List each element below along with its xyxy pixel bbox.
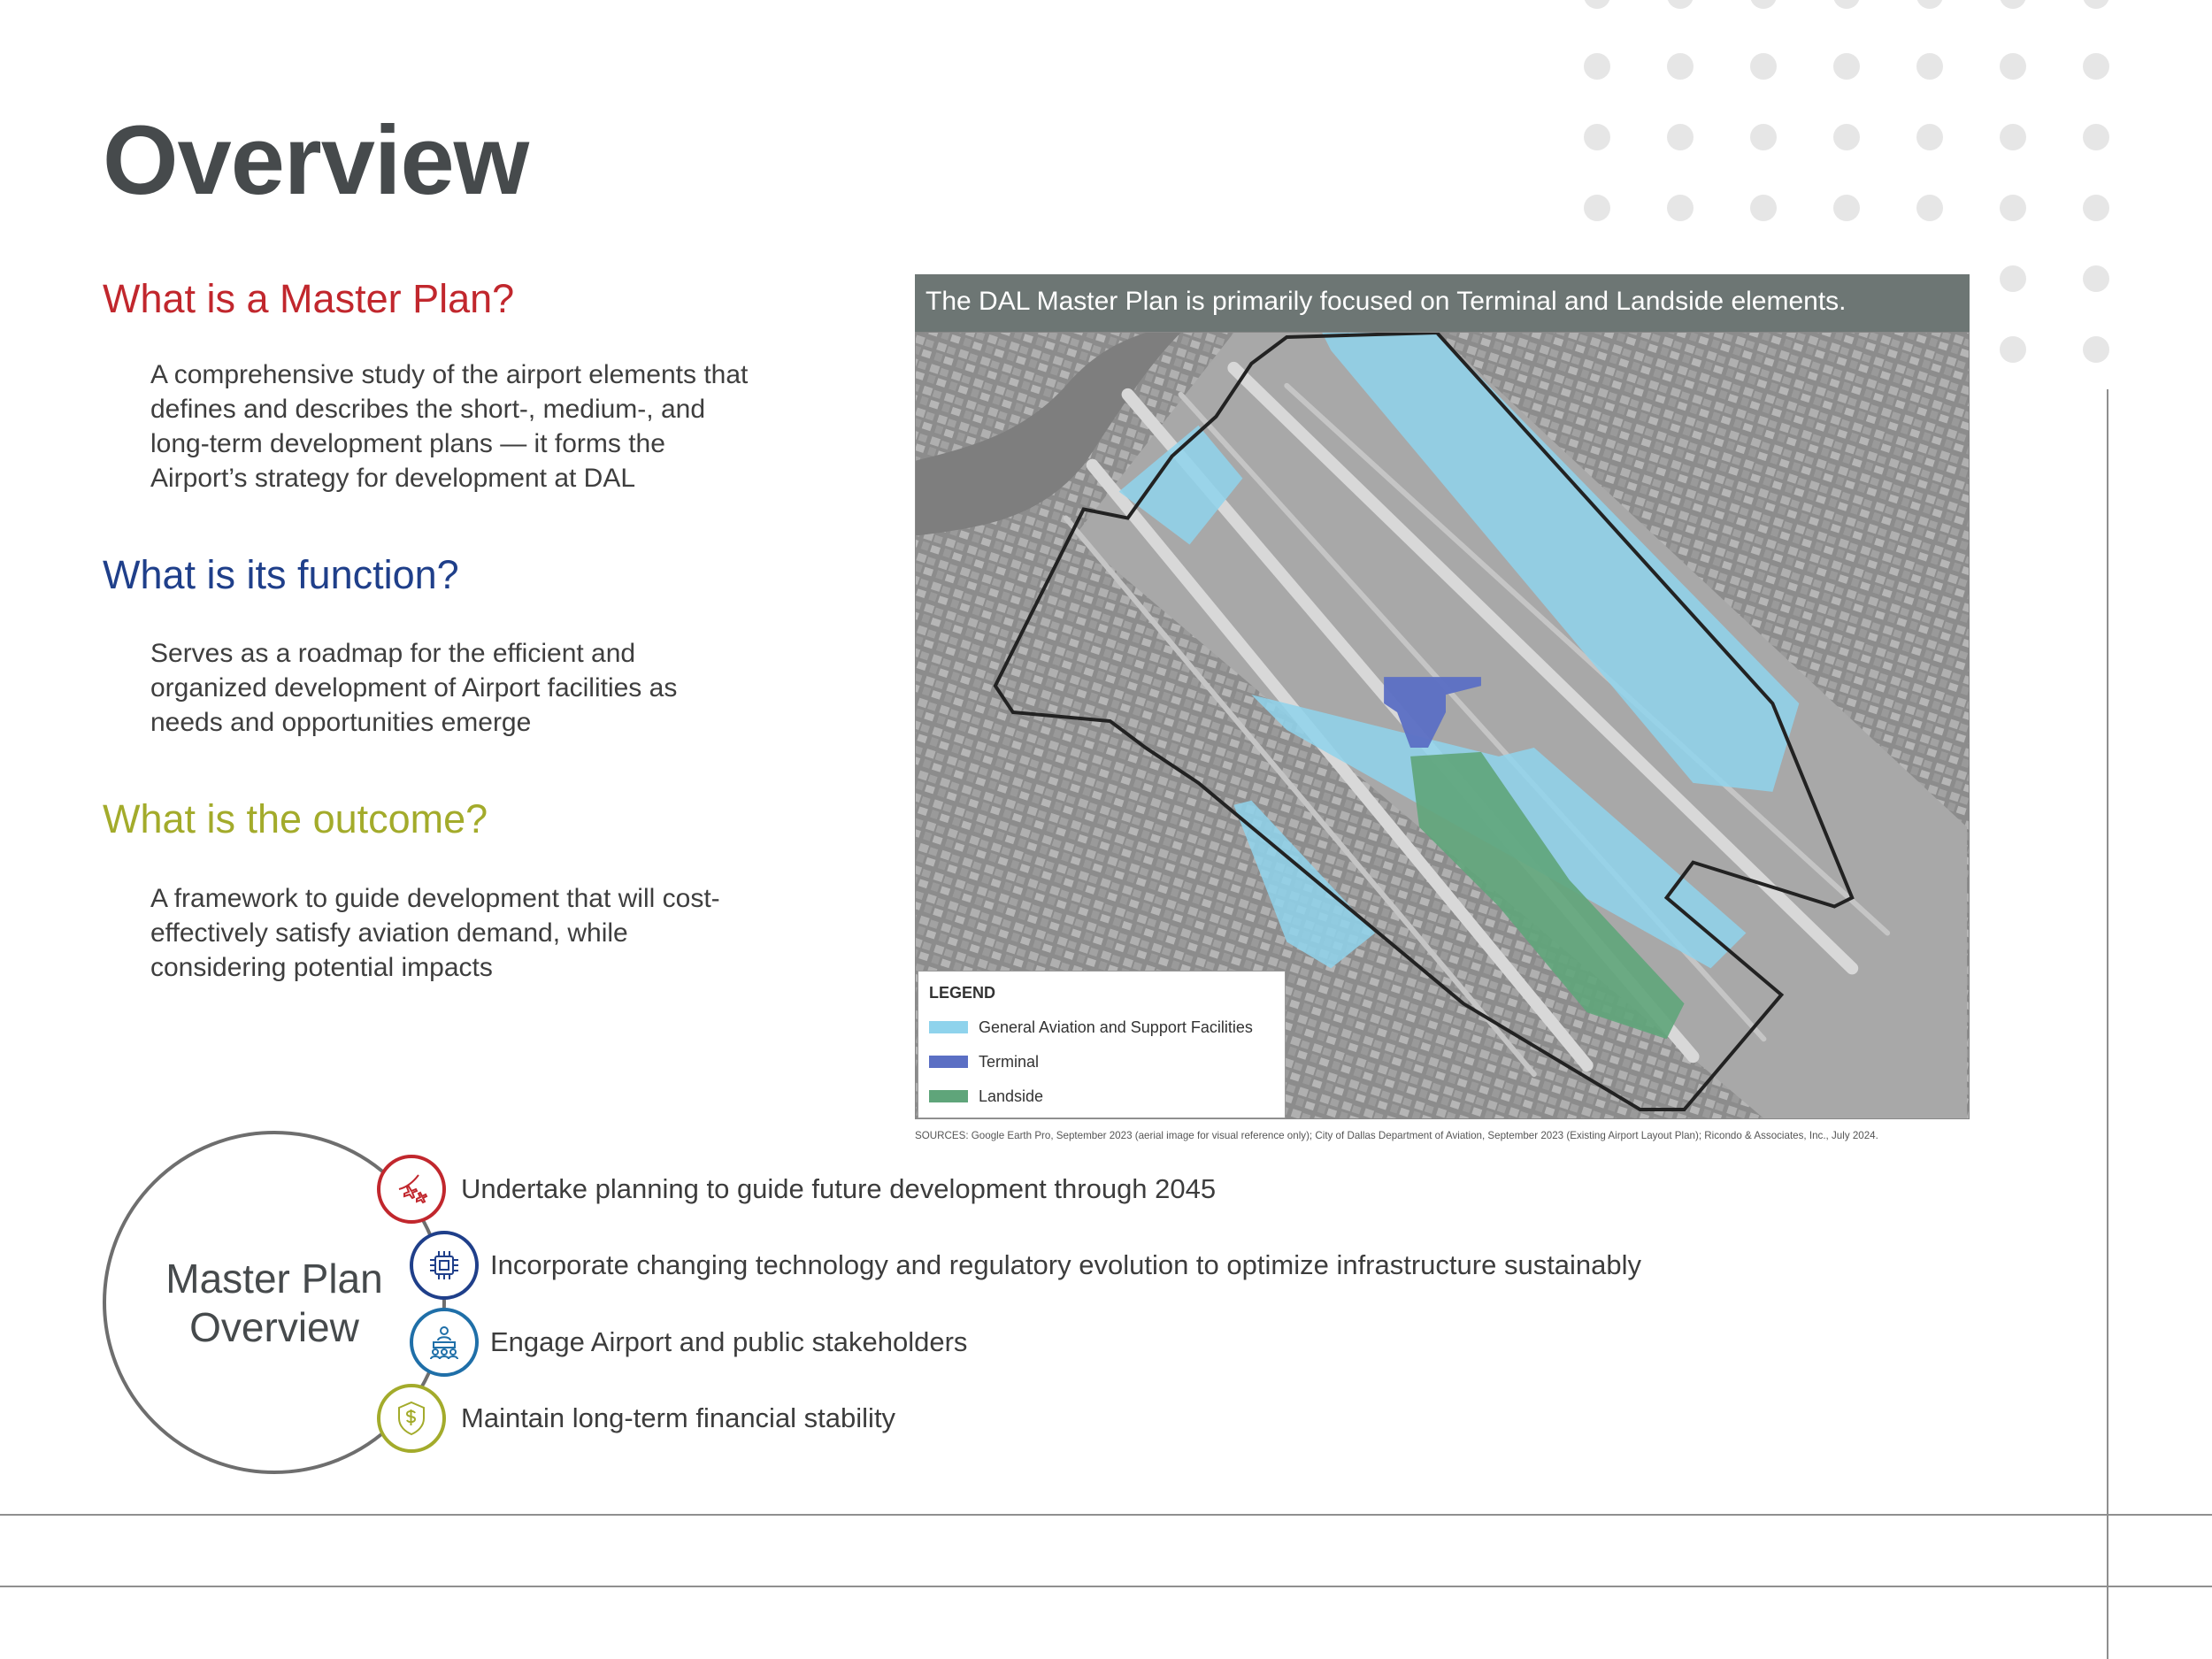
decorative-dot — [2000, 336, 2026, 363]
decorative-dot — [1833, 195, 1860, 221]
legend-title: LEGEND — [929, 984, 996, 1002]
decorative-dot — [1833, 124, 1860, 150]
decorative-dot — [1667, 0, 1694, 9]
map-legend — [918, 971, 1286, 1118]
decorative-dot — [1916, 195, 1943, 221]
decorative-dot — [2000, 195, 2026, 221]
decorative-dot — [1667, 124, 1694, 150]
map-header — [915, 274, 1970, 332]
overview-title-line1: Master Plan — [165, 1256, 383, 1302]
heading-what-is-master-plan: What is a Master Plan? — [103, 276, 515, 321]
map-header-text: The DAL Master Plan is primarily focused on Terminal and Landside elements. — [926, 287, 1847, 316]
decorative-dot — [1916, 53, 1943, 80]
decorative-dot — [2083, 265, 2109, 292]
decorative-dot — [1750, 195, 1777, 221]
legend-swatch-landside — [929, 1090, 968, 1102]
decorative-dot — [1750, 0, 1777, 9]
decorative-dot — [2000, 0, 2026, 9]
decorative-dot — [2083, 336, 2109, 363]
right-vertical-rule — [2107, 389, 2108, 1659]
decorative-dot — [1584, 124, 1610, 150]
decorative-dot — [1833, 53, 1860, 80]
bottom-rule-lower — [0, 1586, 2212, 1587]
decorative-dot — [1667, 53, 1694, 80]
legend-label: Terminal — [979, 1053, 1040, 1071]
master-plan-definition: A comprehensive study of the airport elements that defines and describes the short-, medium-, and long-term development plans — it forms the Airport’s strategy for development at DAL — [150, 360, 749, 493]
legend-label: Landside — [979, 1087, 1044, 1105]
decorative-dot — [1916, 124, 1943, 150]
decorative-dot — [2000, 53, 2026, 80]
stakeholders-icon — [410, 1308, 479, 1377]
decorative-dot — [1833, 0, 1860, 9]
objective-financial: Maintain long-term financial stability — [461, 1402, 896, 1433]
decorative-dot — [2083, 0, 2109, 9]
decorative-dot — [1584, 0, 1610, 9]
decorative-dot — [2000, 124, 2026, 150]
decorative-dot — [1584, 53, 1610, 80]
heading-what-is-outcome: What is the outcome? — [103, 796, 488, 841]
decorative-dot — [1916, 0, 1943, 9]
map-sources-note: SOURCES: Google Earth Pro, September 2023 (aerial image for visual reference only); City of Dallas Department of Aviation, September 2023 (Existing Airport Layout Plan); Ricondo & Associates, Inc., July 2024. — [915, 1130, 1878, 1141]
function-description: Serves as a roadmap for the efficient and organized development of Airport facilities as needs and opportunities emerge — [150, 639, 678, 737]
objective-stakeholders: Engage Airport and public stakeholders — [490, 1326, 968, 1357]
decorative-dot — [1584, 195, 1610, 221]
objective-planning: Undertake planning to guide future development through 2045 — [461, 1173, 1217, 1204]
page-title: Overview — [103, 106, 529, 215]
airplanes-icon — [377, 1155, 446, 1224]
objective-technology: Incorporate changing technology and regulatory evolution to optimize infrastructure sustainably — [490, 1249, 1642, 1280]
overview-circle-title — [133, 1255, 416, 1352]
outcome-description: A framework to guide development that will cost-effectively satisfy aviation demand, while considering potential impacts — [150, 884, 720, 982]
decorative-dot — [1667, 195, 1694, 221]
decorative-dot — [1750, 53, 1777, 80]
dollar-shield-icon — [377, 1384, 446, 1453]
decorative-dot — [2083, 53, 2109, 80]
decorative-dot — [1750, 124, 1777, 150]
microchip-icon — [410, 1231, 479, 1300]
bottom-rule-upper — [0, 1514, 2212, 1516]
decorative-dot — [2083, 124, 2109, 150]
legend-swatch-general-aviation — [929, 1021, 968, 1033]
heading-what-is-function: What is its function? — [103, 552, 459, 597]
decorative-dot — [2083, 195, 2109, 221]
legend-swatch-terminal — [929, 1056, 968, 1068]
overview-title-line2: Overview — [189, 1304, 359, 1350]
legend-label: General Aviation and Support Facilities — [979, 1018, 1253, 1036]
decorative-dot — [2000, 265, 2026, 292]
